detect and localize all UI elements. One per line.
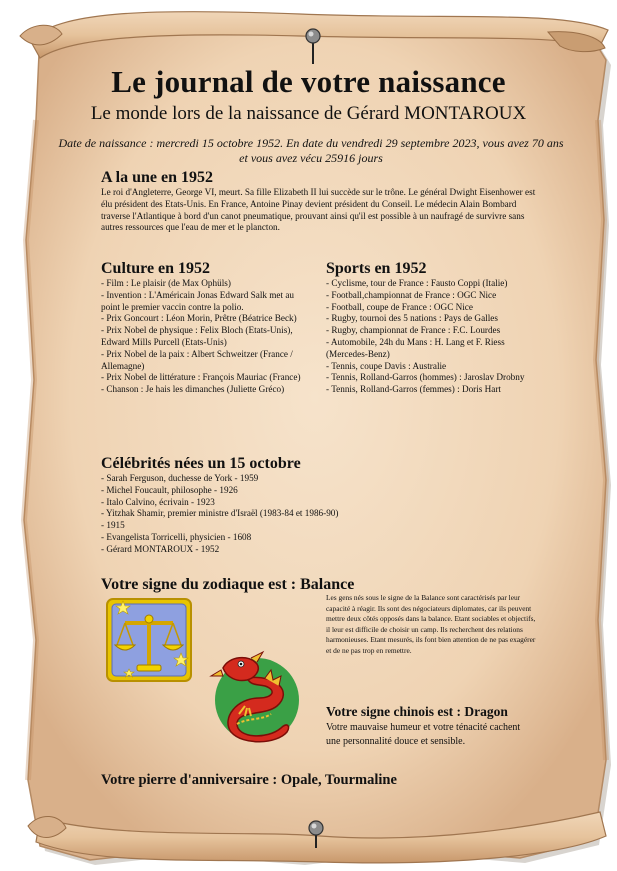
list-item: - Automobile, 24h du Mans : H. Lang et F. Riess (Mercedes-Benz) (326, 336, 505, 359)
dragon-sign-icon (207, 648, 307, 748)
headline-text: Le roi d'Angleterre, George VI, meurt. Sa fille Elizabeth II lui succède sur le trône. Le général Dwight Eisenhower est élu président des Etats-Unis. En France, Antoine Pinay devient président du Conseil. Le médecin Alain Bombard traverse l'Atlantique à bord d'un canot pneumatique, prouvant ainsi qu'il est possible à un naufragé de survivre sans autres ressources que l'eau de mer et le plancton. (101, 187, 536, 233)
list-item: - Tennis, Rolland-Garros (femmes) : Doris Hart (326, 384, 501, 395)
list-item: - 1915 (101, 520, 125, 531)
list-item: - Evangelista Torricelli, physicien - 1608 (101, 531, 252, 542)
list-item: - Prix Goncourt : Léon Morin, Prêtre (Béatrice Beck) (101, 313, 297, 324)
birth-date-line: Date de naissance : mercredi 15 octobre 1952. En date du vendredi 29 septembre 2023, vous avez 70 ans et vous avez vécu 25916 jours (58, 136, 564, 165)
culture-heading: Culture en 1952 (101, 260, 211, 277)
list-item: - Football, coupe de France : OGC Nice (326, 301, 473, 312)
sports-heading: Sports en 1952 (326, 260, 427, 277)
culture-list (101, 278, 313, 396)
list-item: - Football,championnat de France : OGC Nice (326, 289, 497, 300)
list-item: - Prix Nobel de littérature : François Mauriac (France) (101, 372, 301, 383)
list-item: - Gérard MONTAROUX - 1952 (101, 543, 220, 554)
list-item: - Yitzhak Shamir, premier ministre d'Israël (1983-84 et 1986-90) (101, 508, 339, 519)
list-item: - Rugby, tournoi des 5 nations : Pays de Galles (326, 313, 498, 324)
page-subtitle: Le monde lors de la naissance de Gérard MONTAROUX (90, 103, 527, 124)
sports-list (326, 278, 541, 396)
list-item: - Rugby, championnat de France : F.C. Lourdes (326, 325, 501, 336)
list-item: - Prix Nobel de physique : Felix Bloch (Etats-Unis), Edward Mills Purcell (Etats-Unis) (101, 325, 293, 347)
list-item: - Film : Le plaisir (de Max Ophüls) (101, 278, 231, 288)
celebrities-heading: Célébrités nées un 15 octobre (101, 455, 301, 472)
headline-heading: A la une en 1952 (101, 169, 214, 186)
list-item: - Chanson : Je hais les dimanches (Juliette Gréco) (101, 384, 285, 395)
list-item: - Tennis, Rolland-Garros (hommes) : Jaroslav Drobny (326, 372, 525, 383)
list-item: - Michel Foucault, philosophe - 1926 (101, 484, 238, 495)
list-item: - Tennis, coupe Davis : Australie (326, 360, 447, 371)
list-item: - Prix Nobel de la paix : Albert Schweitzer (France / Allemagne) (101, 348, 293, 371)
birthstone-heading: Votre pierre d'anniversaire : Opale, Tourmaline (101, 772, 397, 788)
chinese-sign-heading: Votre signe chinois est : Dragon (326, 704, 508, 719)
list-item: - Cyclisme, tour de France : Fausto Coppi (Italie) (326, 278, 508, 288)
celebrities-list (101, 473, 431, 556)
zodiac-text: Les gens nés sous le signe de la Balance sont caractérisés par leur capacité à réagir. Ils sont des négociateurs diplomates, car ils peuvent mettre deux côtés opposés dans la balance. Etant sociables et objectifs, il leur est difficile de choisir un camp. Ils recherchent des relations harmonieuses. Etant mesurés, ils font bien attention de ne pas exagérer et de ne pas trop en remettre. (326, 593, 536, 655)
list-item: - Italo Calvino, écrivain - 1923 (101, 496, 215, 507)
libra-sign-icon (103, 595, 195, 685)
chinese-sign-text: Votre mauvaise humeur et votre ténacité cachent une personnalité douce et sensible. (326, 722, 521, 747)
list-item: - Sarah Ferguson, duchesse de York - 1959 (101, 473, 259, 483)
page-title: Le journal de votre naissance (111, 64, 506, 99)
list-item: - Invention : L'Américain Jonas Edward Salk met au point le premier vaccin contre la polio. (101, 289, 295, 312)
zodiac-heading: Votre signe du zodiaque est : Balance (101, 576, 355, 593)
